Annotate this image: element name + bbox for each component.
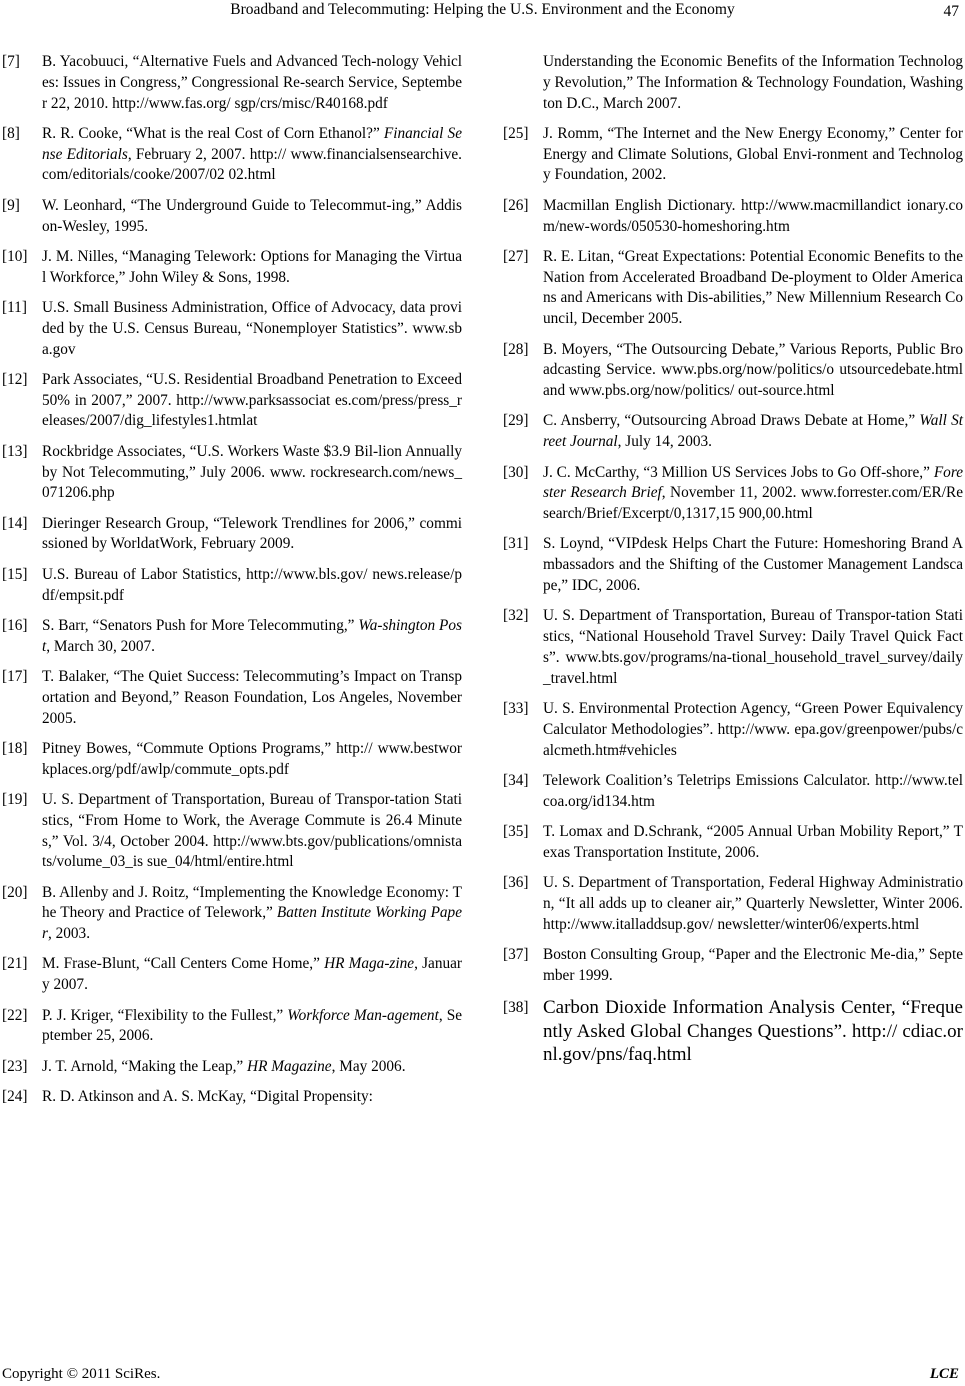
reference-italic-segment: HR Maga-zine — [324, 955, 415, 973]
reference-segment: R. E. Litan, “Great Expectations: Potential Economic Benefits to the Nation from Accelerated Broadband De-ployment to Older Americans and Americans with Dis-abilities,” New Millennium Research Council, December 2005. — [543, 247, 963, 328]
reference-segment: U. S. Department of Transportation, Bureau of Transpor-tation Statistics, “From Home to Work, the Average Commute is 26.4 Minutes,” Vol. 3/4, October 2004. http://www.bts.gov/publications/omnistats/volume_03_is sue_04/html/entire.html — [42, 790, 462, 871]
reference-item — [503, 247, 963, 330]
reference-item — [2, 667, 462, 729]
reference-item — [503, 196, 963, 238]
reference-segment: Telework Coalition’s Teletrips Emissions Calculator. http://www.telcoa.org/id134.htm — [543, 771, 963, 810]
reference-item — [2, 196, 462, 238]
reference-number: [36] — [503, 874, 529, 892]
reference-text — [543, 196, 963, 238]
reference-text — [543, 873, 963, 935]
reference-segment: U.S. Bureau of Labor Statistics, http://www.bls.gov/ news.release/pdf/empsit.pdf — [42, 565, 462, 604]
reference-text — [42, 1087, 462, 1108]
reference-text — [42, 370, 462, 432]
page-number: 47 — [943, 3, 959, 20]
reference-item — [2, 616, 462, 658]
reference-number: [19] — [2, 790, 28, 808]
reference-text — [42, 954, 462, 996]
reference-item — [503, 534, 963, 596]
reference-segment: R. R. Cooke, “What is the real Cost of Corn Ethanol?” — [42, 124, 384, 142]
reference-italic-segment: HR Magazine — [247, 1057, 332, 1075]
reference-text — [42, 196, 462, 238]
reference-segment: , 2003. — [47, 925, 91, 943]
reference-segment: T. Balaker, “The Quiet Success: Telecommuting’s Impact on Transportation and Beyond,” Reason Foundation, Los Angeles, November 2005. — [42, 667, 462, 727]
reference-number: [33] — [503, 700, 529, 718]
reference-item — [2, 790, 462, 873]
reference-item — [503, 945, 963, 987]
reference-segment: U. S. Department of Transportation, Federal Highway Administration, “It all adds up to cleaner air,” Quarterly Newsletter, Winter 2006. http://www.italladdsup.gov/ newsletter/winter06/experts.html — [543, 874, 963, 933]
reference-text — [42, 52, 462, 114]
reference-segment: C. Ansberry, “Outsourcing Abroad Draws Debate at Home,” — [543, 412, 920, 430]
reference-text — [42, 124, 462, 186]
reference-number: [35] — [503, 823, 529, 840]
reference-italic-segment: Financial Sense Editorials — [42, 124, 462, 163]
reference-segment: , November 11, 2002. www.forrester.com/ER/Research/Brief/Excerpt/0,1317,15 900,00.html — [543, 484, 964, 523]
reference-text — [42, 667, 462, 729]
references-left-column — [2, 52, 462, 1117]
reference-item — [503, 606, 963, 689]
reference-item — [2, 442, 462, 504]
reference-segment: S. Loynd, “VIPdesk Helps Chart the Future: Homeshoring Brand Ambassadors and the Shifting of the Customer Management Landscape,” IDC, 2006. — [543, 535, 963, 595]
reference-text — [42, 739, 462, 781]
reference-item — [2, 514, 462, 556]
reference-segment: , January 2007. — [42, 955, 463, 994]
reference-item — [2, 52, 462, 114]
reference-number: [20] — [2, 883, 28, 901]
reference-text — [42, 790, 462, 873]
reference-segment: T. Lomax and D.Schrank, “2005 Annual Urban Mobility Report,” Texas Transportation Institute, 2006. — [543, 823, 963, 861]
reference-item — [2, 1087, 462, 1108]
reference-italic-segment: Wall Street Journal — [543, 412, 963, 451]
reference-text — [42, 883, 462, 945]
reference-item — [503, 411, 963, 453]
reference-continuation — [503, 52, 963, 114]
reference-number: [21] — [2, 955, 28, 973]
reference-number: [26] — [503, 196, 529, 214]
reference-item — [503, 996, 963, 1067]
reference-number: [38] — [503, 999, 529, 1017]
reference-text — [42, 616, 462, 658]
reference-segment: M. Frase-Blunt, “Call Centers Come Home,” — [42, 955, 325, 973]
reference-item — [2, 298, 462, 360]
reference-number: [16] — [2, 616, 28, 634]
reference-segment: R. D. Atkinson and A. S. McKay, “Digital Propensity: — [42, 1087, 373, 1105]
reference-text — [543, 945, 963, 987]
reference-segment: U. S. Department of Transportation, Bureau of Transpor-tation Statistics, “National Household Travel Survey: Daily Travel Quick Facts”. www.bts.gov/programs/na-tional_household_travel_survey/daily_travel.html — [543, 607, 963, 687]
reference-segment: B. Allenby and J. Roitz, “Implementing the Knowledge Economy: The Theory and Practice of Telework,” — [42, 883, 462, 922]
reference-number: [8] — [2, 124, 20, 142]
page-footer — [0, 1366, 965, 1386]
reference-segment: Carbon Dioxide Information Analysis Center, “Frequently Asked Global Changes Questions”. http:// cdiac.ornl.gov/pns/faq.html — [543, 997, 963, 1066]
reference-item — [503, 124, 963, 186]
reference-text — [543, 996, 963, 1067]
reference-number: [24] — [2, 1087, 28, 1105]
reference-number: [14] — [2, 514, 28, 532]
reference-text — [543, 606, 963, 689]
reference-number: [22] — [2, 1006, 28, 1024]
reference-item — [503, 699, 963, 761]
reference-segment: , July 14, 2003. — [617, 433, 712, 451]
page-header — [0, 0, 965, 22]
reference-text — [42, 1006, 462, 1048]
reference-item — [503, 463, 963, 525]
reference-italic-segment: Batten Institute Working Paper — [42, 904, 462, 943]
reference-segment: , May 2006. — [331, 1057, 406, 1075]
reference-text — [543, 534, 963, 596]
reference-number: [7] — [2, 53, 20, 70]
reference-segment: B. Moyers, “The Outsourcing Debate,” Various Reports, Public Broadcasting Service. www.pbs.org/now/politics/o utsourcedebate.html and www.pbs.org/now/politics/ out-source.html — [543, 340, 963, 400]
reference-text — [543, 463, 963, 525]
reference-text — [543, 247, 963, 330]
reference-number: [10] — [2, 247, 28, 265]
reference-text — [543, 124, 963, 186]
reference-segment: , March 30, 2007. — [46, 637, 156, 655]
reference-text: Understanding the Economic Benefits of the Information Technology Revolution,” The Information & Technology Foundation, Washington D.C., March 2007. — [543, 53, 963, 112]
reference-segment: Park Associates, “U.S. Residential Broadband Penetration to Exceed 50% in 2007,” 2007. http://www.parksassociat es.com/press/press_releases/2007/dig_lifestyles1.htmlat — [42, 370, 462, 430]
reference-text — [543, 699, 963, 761]
reference-text — [42, 514, 462, 556]
reference-number: [28] — [503, 340, 529, 358]
reference-item — [503, 340, 963, 402]
reference-item — [2, 247, 462, 289]
reference-text — [42, 1057, 462, 1078]
reference-item — [503, 771, 963, 813]
reference-text — [42, 565, 462, 607]
running-title: Broadband and Telecommuting: Helping the U.S. Environment and the Economy — [230, 1, 735, 18]
reference-text — [543, 771, 963, 813]
reference-segment: Dieringer Research Group, “Telework Trendlines for 2006,” commissioned by WorldatWork, February 2009. — [42, 514, 462, 553]
reference-number: [12] — [2, 370, 28, 388]
reference-number: [13] — [2, 442, 28, 460]
reference-segment: J. M. Nilles, “Managing Telework: Options for Managing the Virtual Workforce,” John Wiley & Sons, 1998. — [42, 247, 462, 286]
reference-item — [2, 739, 462, 781]
reference-number: [29] — [503, 412, 529, 430]
reference-item — [2, 1057, 462, 1078]
reference-number: [9] — [2, 196, 20, 214]
reference-number: [34] — [503, 771, 529, 789]
reference-number: [30] — [503, 463, 529, 481]
reference-number: [25] — [503, 124, 529, 142]
reference-number: [15] — [2, 565, 28, 583]
reference-text — [543, 411, 963, 453]
reference-number: [11] — [2, 298, 27, 316]
reference-italic-segment: Workforce Man-agement — [287, 1006, 439, 1024]
reference-text — [42, 298, 462, 360]
reference-number: [32] — [503, 607, 529, 625]
reference-segment: U.S. Small Business Administration, Office of Advocacy, data provided by the U.S. Census Bureau, “Nonemployer Statistics”. www.sba.gov — [42, 298, 462, 358]
reference-segment: Rockbridge Associates, “U.S. Workers Waste $3.9 Bil-lion Annually by Not Telecommuting,” July 2006. www. rockresearch.com/news_071206.php — [42, 442, 462, 502]
reference-number: [17] — [2, 667, 28, 685]
reference-number: [27] — [503, 247, 529, 265]
reference-segment: J. C. McCarthy, “3 Million US Services Jobs to Go Off-shore,” — [543, 463, 934, 481]
reference-segment: B. Yacobuuci, “Alternative Fuels and Advanced Tech-nology Vehicles: Issues in Congress,” Congressional Re-search Service, September 22, 2010. http://www.fas.org/ sgp/crs/misc/R40168.pdf — [42, 53, 462, 112]
reference-segment: J. T. Arnold, “Making the Leap,” — [42, 1057, 248, 1075]
reference-item — [503, 822, 963, 864]
reference-number: [31] — [503, 535, 529, 553]
reference-segment: Pitney Bowes, “Commute Options Programs,” http:// www.bestworkplaces.org/pdf/awlp/commute_opts.pdf — [42, 739, 462, 778]
reference-segment: , February 2, 2007. http:// www.financialsensearchive.com/editorials/cooke/2007/02 02.html — [42, 145, 462, 184]
reference-number: [18] — [2, 739, 28, 757]
reference-text — [42, 247, 462, 289]
reference-segment: Macmillan English Dictionary. http://www.macmillandict ionary.com/new-words/050530-homeshoring.htm — [543, 196, 963, 235]
reference-text — [543, 822, 963, 864]
reference-item — [2, 883, 462, 945]
reference-item — [2, 565, 462, 607]
reference-text — [42, 442, 462, 504]
reference-segment: Boston Consulting Group, “Paper and the Electronic Me-dia,” September 1999. — [543, 945, 963, 984]
reference-italic-segment: Wa-shington Post — [42, 616, 463, 655]
reference-item — [2, 1006, 462, 1048]
reference-segment: , September 25, 2006. — [42, 1006, 462, 1045]
journal-abbreviation: LCE — [929, 1366, 959, 1382]
reference-item — [2, 954, 462, 996]
references-right-column — [503, 52, 963, 1076]
copyright-notice: Copyright © 2011 SciRes. — [2, 1366, 161, 1382]
reference-item — [2, 370, 462, 432]
reference-segment: J. Romm, “The Internet and the New Energy Economy,” Center for Energy and Climate Solutions, Global Envi-ronment and Technology Foundation, 2002. — [543, 124, 963, 184]
reference-segment: P. J. Kriger, “Flexibility to the Fullest,” — [42, 1006, 288, 1024]
reference-segment: S. Barr, “Senators Push for More Telecommuting,” — [42, 616, 359, 634]
reference-text — [543, 340, 963, 402]
reference-segment: U. S. Environmental Protection Agency, “Green Power Equivalency Calculator Methodologies”. http://www. epa.gov/greenpower/pubs/calcmeth.htm#vehicles — [543, 700, 963, 759]
reference-item — [503, 873, 963, 935]
reference-number: [23] — [2, 1057, 28, 1075]
reference-number: [37] — [503, 945, 529, 963]
reference-italic-segment: Forester Research Brief — [543, 463, 963, 502]
reference-item — [2, 124, 462, 186]
reference-segment: W. Leonhard, “The Underground Guide to Telecommut-ing,” Addison-Wesley, 1995. — [42, 196, 462, 235]
